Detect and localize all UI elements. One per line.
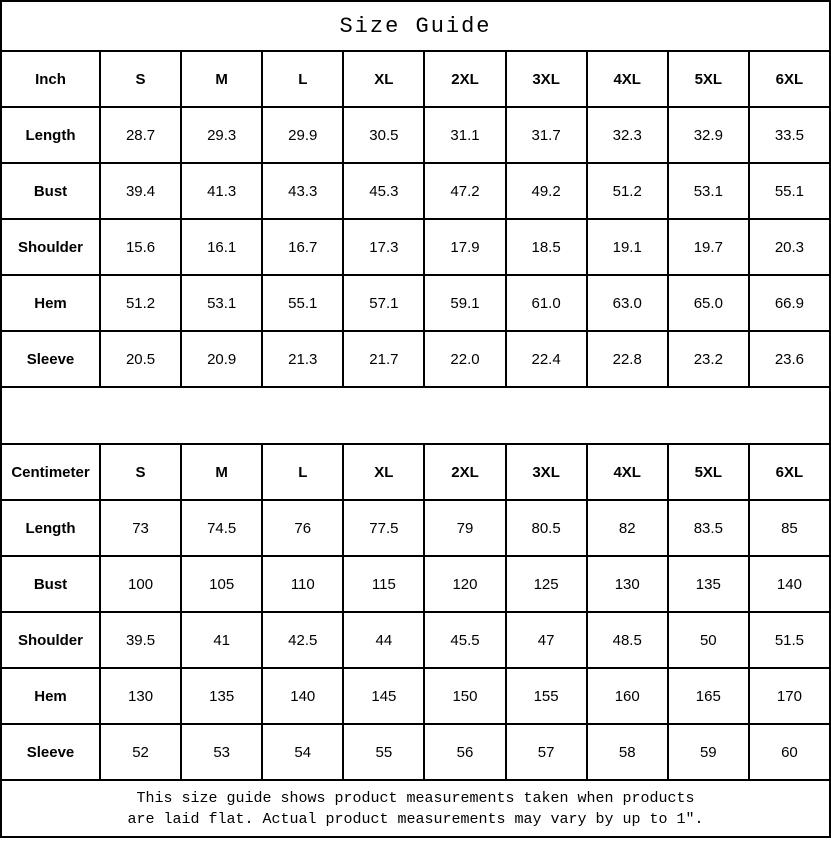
header-cell: Centimeter bbox=[1, 444, 100, 500]
measurement-cell: 77.5 bbox=[343, 500, 424, 556]
measurement-cell: 20.9 bbox=[181, 331, 262, 387]
measurement-cell: 130 bbox=[100, 668, 181, 724]
measurement-cell: 47.2 bbox=[424, 163, 505, 219]
measurement-cell: 23.2 bbox=[668, 331, 749, 387]
measurement-cell: 57.1 bbox=[343, 275, 424, 331]
header-cell: 3XL bbox=[506, 444, 587, 500]
measurement-cell: 45.3 bbox=[343, 163, 424, 219]
header-cell: 5XL bbox=[668, 51, 749, 107]
measurement-cell: 48.5 bbox=[587, 612, 668, 668]
measurement-cell: 41.3 bbox=[181, 163, 262, 219]
centimeter-table-body bbox=[1, 500, 830, 780]
table-row bbox=[1, 163, 830, 219]
measurement-cell: 59 bbox=[668, 724, 749, 780]
measurement-cell: 51.2 bbox=[587, 163, 668, 219]
measurement-cell: 59.1 bbox=[424, 275, 505, 331]
table-row bbox=[1, 275, 830, 331]
measurement-cell: 53.1 bbox=[181, 275, 262, 331]
row-label: Sleeve bbox=[1, 724, 100, 780]
header-cell: XL bbox=[343, 444, 424, 500]
measurement-cell: 31.1 bbox=[424, 107, 505, 163]
measurement-cell: 55.1 bbox=[262, 275, 343, 331]
row-label: Shoulder bbox=[1, 219, 100, 275]
title-row bbox=[1, 1, 830, 51]
header-cell: 5XL bbox=[668, 444, 749, 500]
measurement-cell: 165 bbox=[668, 668, 749, 724]
measurement-cell: 56 bbox=[424, 724, 505, 780]
measurement-cell: 150 bbox=[424, 668, 505, 724]
measurement-cell: 170 bbox=[749, 668, 830, 724]
measurement-cell: 21.3 bbox=[262, 331, 343, 387]
measurement-cell: 28.7 bbox=[100, 107, 181, 163]
measurement-cell: 135 bbox=[181, 668, 262, 724]
table-row bbox=[1, 500, 830, 556]
measurement-cell: 51.5 bbox=[749, 612, 830, 668]
header-cell: M bbox=[181, 444, 262, 500]
measurement-cell: 55.1 bbox=[749, 163, 830, 219]
measurement-cell: 47 bbox=[506, 612, 587, 668]
header-cell: XL bbox=[343, 51, 424, 107]
table-row bbox=[1, 331, 830, 387]
header-cell: Inch bbox=[1, 51, 100, 107]
measurement-cell: 160 bbox=[587, 668, 668, 724]
table-row bbox=[1, 668, 830, 724]
measurement-cell: 31.7 bbox=[506, 107, 587, 163]
measurement-cell: 49.2 bbox=[506, 163, 587, 219]
measurement-cell: 55 bbox=[343, 724, 424, 780]
measurement-cell: 22.8 bbox=[587, 331, 668, 387]
measurement-cell: 17.9 bbox=[424, 219, 505, 275]
table-row bbox=[1, 724, 830, 780]
measurement-cell: 85 bbox=[749, 500, 830, 556]
spacer-cell bbox=[1, 387, 830, 444]
measurement-cell: 120 bbox=[424, 556, 505, 612]
measurement-cell: 15.6 bbox=[100, 219, 181, 275]
measurement-cell: 73 bbox=[100, 500, 181, 556]
measurement-cell: 20.5 bbox=[100, 331, 181, 387]
row-label: Bust bbox=[1, 556, 100, 612]
header-cell: 4XL bbox=[587, 51, 668, 107]
measurement-cell: 145 bbox=[343, 668, 424, 724]
measurement-cell: 80.5 bbox=[506, 500, 587, 556]
measurement-cell: 33.5 bbox=[749, 107, 830, 163]
header-cell: 6XL bbox=[749, 444, 830, 500]
header-cell: S bbox=[100, 444, 181, 500]
header-cell: 3XL bbox=[506, 51, 587, 107]
measurement-cell: 74.5 bbox=[181, 500, 262, 556]
table-row bbox=[1, 556, 830, 612]
header-cell: L bbox=[262, 51, 343, 107]
measurement-cell: 23.6 bbox=[749, 331, 830, 387]
measurement-cell: 45.5 bbox=[424, 612, 505, 668]
measurement-cell: 22.0 bbox=[424, 331, 505, 387]
measurement-cell: 42.5 bbox=[262, 612, 343, 668]
header-cell: 6XL bbox=[749, 51, 830, 107]
row-label: Hem bbox=[1, 668, 100, 724]
header-cell: 2XL bbox=[424, 51, 505, 107]
measurement-cell: 140 bbox=[749, 556, 830, 612]
measurement-cell: 54 bbox=[262, 724, 343, 780]
measurement-cell: 57 bbox=[506, 724, 587, 780]
measurement-cell: 44 bbox=[343, 612, 424, 668]
measurement-cell: 155 bbox=[506, 668, 587, 724]
footer-row bbox=[1, 780, 830, 837]
measurement-cell: 50 bbox=[668, 612, 749, 668]
measurement-cell: 16.1 bbox=[181, 219, 262, 275]
measurement-cell: 82 bbox=[587, 500, 668, 556]
measurement-cell: 105 bbox=[181, 556, 262, 612]
measurement-cell: 60 bbox=[749, 724, 830, 780]
measurement-cell: 125 bbox=[506, 556, 587, 612]
measurement-cell: 83.5 bbox=[668, 500, 749, 556]
header-cell: 4XL bbox=[587, 444, 668, 500]
inch-table-body bbox=[1, 107, 830, 387]
measurement-cell: 130 bbox=[587, 556, 668, 612]
header-cell: S bbox=[100, 51, 181, 107]
measurement-cell: 100 bbox=[100, 556, 181, 612]
measurement-cell: 21.7 bbox=[343, 331, 424, 387]
header-row bbox=[1, 51, 830, 107]
measurement-cell: 18.5 bbox=[506, 219, 587, 275]
measurement-cell: 43.3 bbox=[262, 163, 343, 219]
footer-note-line1: This size guide shows product measurements taken when products bbox=[136, 789, 695, 807]
row-label: Bust bbox=[1, 163, 100, 219]
header-row bbox=[1, 444, 830, 500]
measurement-cell: 32.3 bbox=[587, 107, 668, 163]
measurement-cell: 19.1 bbox=[587, 219, 668, 275]
row-label: Length bbox=[1, 500, 100, 556]
header-cell: 2XL bbox=[424, 444, 505, 500]
measurement-cell: 115 bbox=[343, 556, 424, 612]
inch-table-header bbox=[1, 51, 830, 107]
measurement-cell: 79 bbox=[424, 500, 505, 556]
measurement-cell: 17.3 bbox=[343, 219, 424, 275]
measurement-cell: 53.1 bbox=[668, 163, 749, 219]
table-row bbox=[1, 612, 830, 668]
measurement-cell: 58 bbox=[587, 724, 668, 780]
measurement-cell: 30.5 bbox=[343, 107, 424, 163]
row-label: Hem bbox=[1, 275, 100, 331]
measurement-cell: 19.7 bbox=[668, 219, 749, 275]
measurement-cell: 52 bbox=[100, 724, 181, 780]
centimeter-table-header bbox=[1, 444, 830, 500]
measurement-cell: 29.9 bbox=[262, 107, 343, 163]
footer-note-line2: are laid flat. Actual product measurements may vary by up to 1″. bbox=[127, 810, 704, 828]
measurement-cell: 66.9 bbox=[749, 275, 830, 331]
measurement-cell: 20.3 bbox=[749, 219, 830, 275]
header-cell: M bbox=[181, 51, 262, 107]
measurement-cell: 39.4 bbox=[100, 163, 181, 219]
row-label: Shoulder bbox=[1, 612, 100, 668]
spacer-row bbox=[1, 387, 830, 444]
row-label: Length bbox=[1, 107, 100, 163]
footer-note bbox=[1, 780, 830, 837]
table-row bbox=[1, 219, 830, 275]
measurement-cell: 65.0 bbox=[668, 275, 749, 331]
header-cell: L bbox=[262, 444, 343, 500]
measurement-cell: 110 bbox=[262, 556, 343, 612]
measurement-cell: 53 bbox=[181, 724, 262, 780]
measurement-cell: 32.9 bbox=[668, 107, 749, 163]
measurement-cell: 29.3 bbox=[181, 107, 262, 163]
measurement-cell: 135 bbox=[668, 556, 749, 612]
page-title: Size Guide bbox=[1, 1, 830, 51]
measurement-cell: 22.4 bbox=[506, 331, 587, 387]
measurement-cell: 39.5 bbox=[100, 612, 181, 668]
measurement-cell: 51.2 bbox=[100, 275, 181, 331]
measurement-cell: 61.0 bbox=[506, 275, 587, 331]
measurement-cell: 63.0 bbox=[587, 275, 668, 331]
measurement-cell: 140 bbox=[262, 668, 343, 724]
measurement-cell: 76 bbox=[262, 500, 343, 556]
measurement-cell: 41 bbox=[181, 612, 262, 668]
table-row bbox=[1, 107, 830, 163]
measurement-cell: 16.7 bbox=[262, 219, 343, 275]
row-label: Sleeve bbox=[1, 331, 100, 387]
